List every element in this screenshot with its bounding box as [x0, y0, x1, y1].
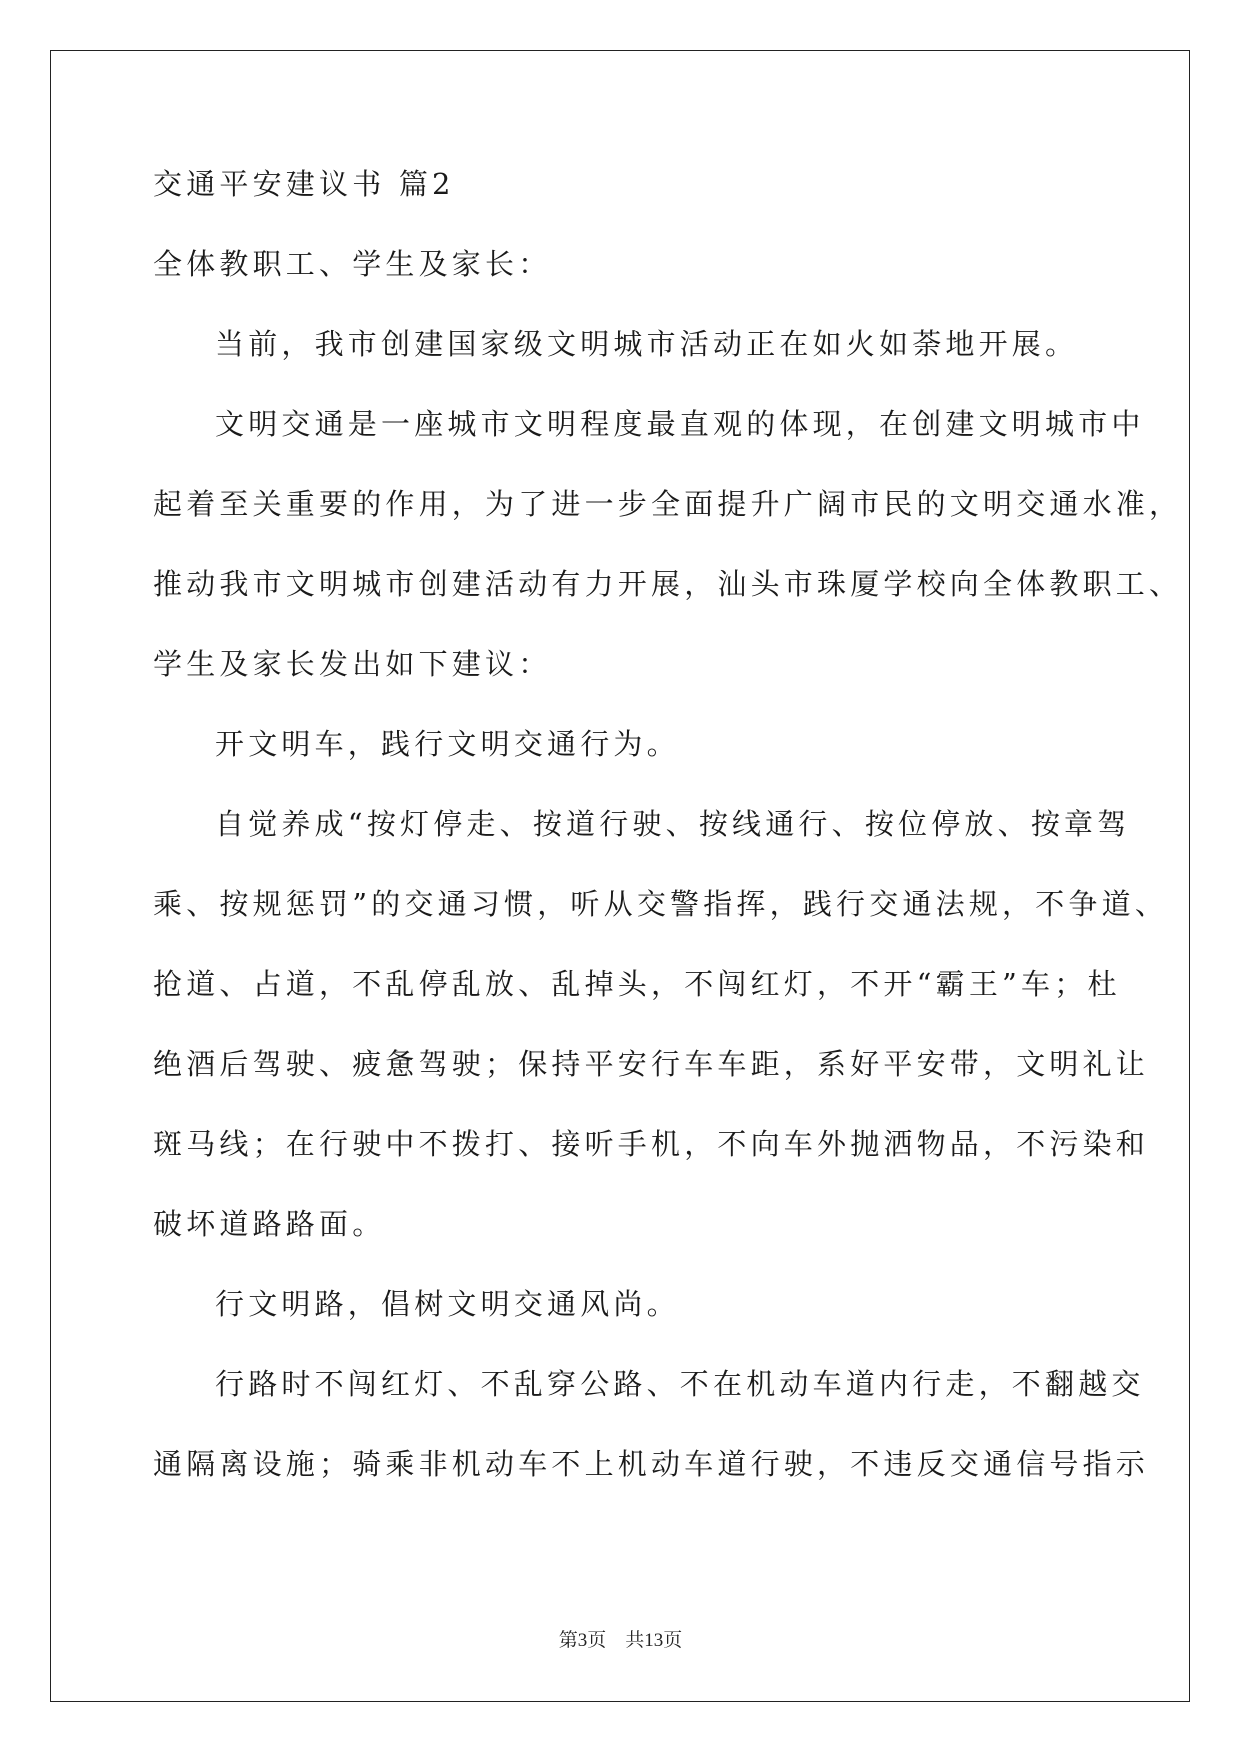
paragraph-line: 斑马线；在行驶中不拨打、接听手机，不向车外抛洒物品，不污染和 — [153, 1127, 1150, 1161]
page-number: 第3页 共13页 — [558, 1630, 683, 1651]
paragraph-line: 文明交通是一座城市文明程度最直观的体现，在创建文明城市中 — [215, 407, 1145, 441]
paragraph-line: 破坏道路路面。 — [153, 1207, 386, 1241]
paragraph-line: 通隔离设施；骑乘非机动车不上机动车道行驶，不违反交通信号指示 — [153, 1447, 1150, 1481]
document-body — [153, 160, 1183, 1520]
paragraph-line: 推动我市文明城市创建活动有力开展，汕头市珠厦学校向全体教职工、 — [153, 567, 1183, 601]
paragraph-line: 自觉养成“按灯停走、按道行驶、按线通行、按位停放、按章驾 — [215, 807, 1131, 841]
paragraph-line: 行路时不闯红灯、不乱穿公路、不在机动车道内行走，不翻越交 — [215, 1367, 1145, 1401]
paragraph-line: 当前，我市创建国家级文明城市活动正在如火如荼地开展。 — [215, 327, 1079, 361]
section-heading: 开文明车，践行文明交通行为。 — [215, 727, 680, 761]
paragraph-line: 乘、按规惩罚”的交通习惯，听从交警指挥，践行交通法规，不争道、 — [153, 887, 1169, 921]
paragraph-line: 绝酒后驾驶、疲惫驾驶；保持平安行车车距，系好平安带，文明礼让 — [153, 1047, 1150, 1081]
paragraph-line: 起着至关重要的作用，为了进一步全面提升广阔市民的文明交通水准， — [153, 487, 1183, 521]
paragraph-line: 学生及家长发出如下建议： — [153, 647, 552, 681]
document-title: 交通平安建议书 篇2 — [153, 167, 455, 201]
salutation: 全体教职工、学生及家长： — [153, 247, 552, 281]
section-heading: 行文明路，倡树文明交通风尚。 — [215, 1287, 680, 1321]
paragraph-line: 抢道、占道，不乱停乱放、乱掉头，不闯红灯，不开“霸王”车；杜 — [153, 967, 1121, 1001]
